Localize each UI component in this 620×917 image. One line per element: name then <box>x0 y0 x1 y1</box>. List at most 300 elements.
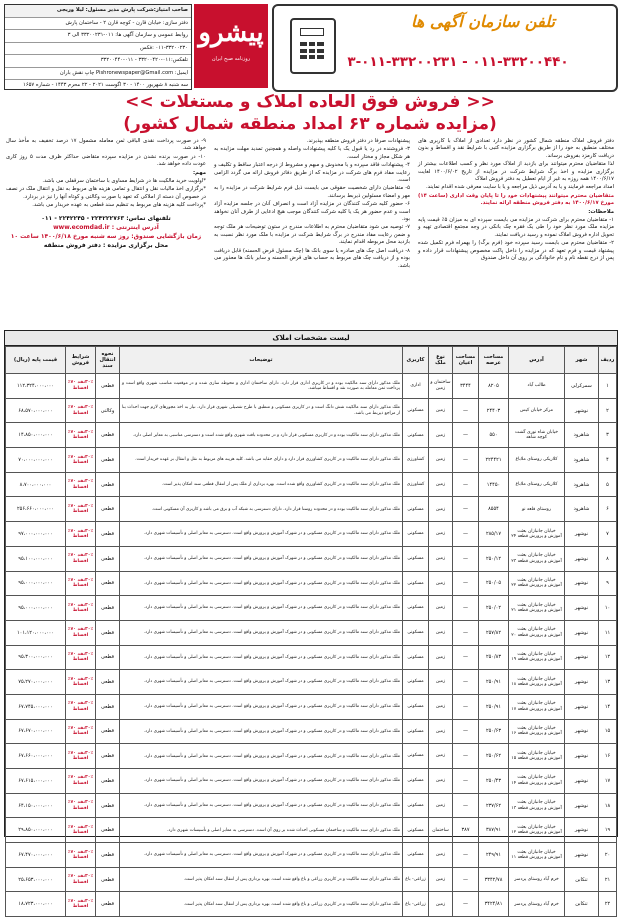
cell-transfer-type: قطعی <box>96 374 120 399</box>
cell-building-area: — <box>453 423 479 448</box>
cell-row-number: ۱ <box>599 374 617 399</box>
cell-usage: مسکونی <box>403 670 429 695</box>
cell-address: خیابان جانبازان بعثت آموزش و پرورش قطعه ۱۹ <box>509 645 565 670</box>
cell-city: تنکابن <box>565 892 599 917</box>
cell-description: ملک مذکور دارای سند مالکیت و در کاربری مسکونی و در شهرک آموزش و پرورش واقع است. دسترسی به معابر اصلی و تأسیسات شهری دارد. <box>120 596 403 621</box>
cell-property-type: ساختمان <box>429 818 453 843</box>
cell-row-number: ۹ <box>599 571 617 596</box>
paragraph: ۱۰- در صورت برنده نشدن در مزایده سپرده متقاضی حداکثر ظرف مدت ۵ روز کاری عودت داده خواهد شد. <box>6 153 206 168</box>
cell-address: خیابان جانبازان بعثت آموزش و پرورش قطعه ۲۱ <box>509 596 565 621</box>
table-row <box>6 374 617 399</box>
cell-property-type: زمین <box>429 423 453 448</box>
table-row <box>6 892 617 917</box>
cell-usage: مسکونی <box>403 694 429 719</box>
cell-address: خرم آباد روستای پردسر <box>509 867 565 892</box>
cell-city: نوشهر <box>565 571 599 596</box>
cell-base-price: ۷۰،۰۰۰،۰۰۰،۰۰۰ <box>6 448 66 473</box>
cell-building-area: — <box>453 571 479 596</box>
cell-row-number: ۲۱ <box>599 867 617 892</box>
cell-property-type: زمین <box>429 620 453 645</box>
cell-address: خیابان جانبازان بعثت آموزش و پرورش قطعه ۱۶ <box>509 719 565 744</box>
cell-transfer-type: قطعی <box>96 571 120 596</box>
cell-usage: مسکونی <box>403 497 429 522</box>
cell-transfer-type: قطعی <box>96 472 120 497</box>
cell-city: شاهرود <box>565 448 599 473</box>
cell-description: ملک مذکور دارای سند مالکیت و در کاربری زراعی و باغ واقع شده است. بهره برداری پس از انتقال سند امکان پذیر است. <box>120 892 403 917</box>
cell-usage: مسکونی <box>403 546 429 571</box>
cell-property-type: زمین <box>429 497 453 522</box>
info-row: ۰۱۱-۳۳۲۰۰۲۳۰ :فکس <box>5 43 191 56</box>
cell-sale-terms: ۳۰٪نقد ۷۰٪ اقساط <box>66 522 96 547</box>
cell-address: خیابان جانبازان بعثت آموزش و پرورش قطعه ۱۲ <box>509 818 565 843</box>
cell-base-price: ۶۴،۱۵۰،۰۰۰،۰۰۰ <box>6 793 66 818</box>
table-row <box>6 694 617 719</box>
paragraph: ۶- حضور کلیه شرکت کنندگان در مزایده آزاد است و انصراف آنان در جلسه مزایده آزاد است و عدم حضور هر یک یا کلیه شرکت کنندگان موجب هیچ ادعایی از طرف آنان نخواهد بود. <box>214 201 410 223</box>
table-row <box>6 546 617 571</box>
cell-usage: مسکونی <box>403 818 429 843</box>
cell-city: نوشهر <box>565 793 599 818</box>
table-row <box>6 744 617 769</box>
table-row <box>6 645 617 670</box>
cell-city: شاهرود <box>565 497 599 522</box>
opening-time: زمان بازگشایی صندوق: روز سه شنبه مورخ ۱۴۰۰/۶/۱۸ ساعت ۱۰ <box>10 232 202 240</box>
cell-usage: مسکونی <box>403 744 429 769</box>
cell-sale-terms: ۳۰٪نقد ۷۰٪ اقساط <box>66 867 96 892</box>
cell-land-area: ۳۳۴۲/۷۸ <box>479 867 509 892</box>
cell-base-price: ۱۴،۸۵۰،۰۰۰،۰۰۰ <box>6 423 66 448</box>
cell-city: نوشهر <box>565 596 599 621</box>
paragraph: ۵- متقاضیان دارای شخصیت حقوقی می بایست ذیل فرم شرایط شرکت در مزایده را به مهر و امضاء مسئولین ذیربط برسانند. <box>214 185 410 199</box>
table-row <box>6 843 617 868</box>
cell-property-type: زمین <box>429 571 453 596</box>
cell-address: خیابان جانبازان بعثت آموزش و پرورش قطعه ۲۴ <box>509 522 565 547</box>
cell-description: ملک مذکور دارای سند مالکیت و در کاربری کشاورزی قرار دارد و دارای حقابه می باشد. کلیه هزینه های مربوط به نقل و انتقال بر عهده خریدار است. <box>120 448 403 473</box>
notes-heading: ملاحظات: <box>588 208 614 215</box>
cell-building-area: — <box>453 769 479 794</box>
cell-row-number: ۱۶ <box>599 744 617 769</box>
cell-transfer-type: قطعی <box>96 818 120 843</box>
cell-sale-terms: ۳۰٪نقد ۷۰٪ اقساط <box>66 769 96 794</box>
cell-usage: اداری <box>403 374 429 399</box>
paragraph: دفتر فروش املاک منطقه شمال کشور در نظر دارد تعدادی از املاک با کاربری های مختلف منطبق به خود را از طریق برگزاری مزایده کتبی با شرایط نقد و اقساط و بدون دریافت کارمزد بفروش برساند. <box>418 138 614 159</box>
cell-land-area: ۲۵۰/۸۳ <box>479 645 509 670</box>
cell-address: خیابان جانبازان بعثت آموزش و پرورش قطعه ۲۳ <box>509 546 565 571</box>
cell-building-area: — <box>453 620 479 645</box>
cell-description: ملک مذکور دارای سند مالکیت و در کاربری مسکونی و در شهرک آموزش و پرورش واقع است. دسترسی به معابر اصلی و تأسیسات شهری دارد. <box>120 670 403 695</box>
cell-land-area: ۲۴۴۰۳ <box>479 398 509 423</box>
publisher-info-box <box>4 4 192 90</box>
info-row: تلفکس:۰۱۱-۳۳۲۰۰۴۲۰ - ۰۱۱-۳۳۲۰۰۴۴۰ <box>5 55 191 68</box>
info-row: سه شنبه ۸ شهریور ۱۴۰۰ - ۳۰ اگوست ۲۰۲۱ - ۲۲ محرم ۱۴۴۳ - شماره ۱۶۵۷ <box>23 82 188 88</box>
table-header-row <box>6 347 617 374</box>
cell-base-price: ۶۸،۵۷۰،۰۰۰،۰۰۰ <box>6 398 66 423</box>
paragraph: ۹- در صورت پرداخت نقدی الباقی ثمن معامله مشمول ۱۷ درصد تخفیف به مأخذ سال خواهد شد. <box>6 138 206 152</box>
cell-description: ملک مذکور دارای سند مالکیت و در کاربری مسکونی و در شهرک آموزش و پرورش واقع است. دسترسی به معابر اصلی و تأسیسات شهری دارد. <box>120 620 403 645</box>
column-header: آدرس <box>509 347 565 374</box>
cell-usage: مسکونی <box>403 843 429 868</box>
cell-address: طالب آباد <box>509 374 565 399</box>
cell-transfer-type: قطعی <box>96 423 120 448</box>
cell-property-type: زمین <box>429 472 453 497</box>
cell-city: نوشهر <box>565 744 599 769</box>
cell-city: نوشهر <box>565 645 599 670</box>
cell-row-number: ۵ <box>599 472 617 497</box>
cell-building-area: — <box>453 843 479 868</box>
table-row <box>6 670 617 695</box>
cell-property-type: زمین <box>429 694 453 719</box>
cell-land-area: ۲۵۰/۰۵ <box>479 571 509 596</box>
cell-land-area: ۲۵۰/۱۲ <box>479 546 509 571</box>
cell-sale-terms: ۳۰٪نقد ۷۰٪ اقساط <box>66 398 96 423</box>
cell-land-area: ۵۵۰ <box>479 423 509 448</box>
cell-building-area: — <box>453 546 479 571</box>
cell-city: نوشهر <box>565 546 599 571</box>
table-row <box>6 769 617 794</box>
announcement-body <box>6 138 614 328</box>
cell-description: ملک مذکور دارای سند مالکیت و در کاربری مسکونی و در شهرک آموزش و پرورش واقع است. دسترسی به معابر اصلی و تأسیسات شهری دارد. <box>120 769 403 794</box>
cell-usage: مسکونی <box>403 571 429 596</box>
cell-building-area: ۳۴۴۴ <box>453 374 479 399</box>
cell-sale-terms: ۳۰٪نقد ۷۰٪ اقساط <box>66 596 96 621</box>
cell-description: ملک مذکور دارای سند مالکیت بوده و در کاربری اداری قرار دارد. دارای ساختمان اداری و محوطه سازی شده و در موقعیت مناسب شهری واقع است و پرداخت ثمن معامله به صورت نقد و اقساط میباشد. <box>120 374 403 399</box>
column-header: مساحت اعیان <box>453 347 479 374</box>
paragraph: *برگزاری اخذ مالیات نقل و انتقال و تمامی هزینه های مربوط به نقل و انتقال ملک در نصف در خصوص آن دسته از املاکی که تعهد یا صورت وکالتی و کوتاه آنها را نیز در بردارد. <box>6 186 206 200</box>
cell-building-area: — <box>453 744 479 769</box>
cell-base-price: ۸،۷۰۰،۰۰۰،۰۰۰ <box>6 472 66 497</box>
cell-transfer-type: قطعی <box>96 867 120 892</box>
cell-address: کلاریکی روستای ملاباغ <box>509 472 565 497</box>
cell-land-area: ۲۵۰/۹۱ <box>479 694 509 719</box>
table-row <box>6 620 617 645</box>
auction-location: محل برگزاری مزایده : دفتر فروش منطقه <box>43 241 169 249</box>
cell-city: نوشهر <box>565 620 599 645</box>
cell-city: نوشهر <box>565 843 599 868</box>
cell-building-area: — <box>453 398 479 423</box>
table-body <box>6 374 617 917</box>
cell-description: ملک مذکور دارای سند مالکیت و ساختمان مسکونی احداث شده بر روی آن است. دسترسی به معابر اصلی و تأسیسات شهری دارد. <box>120 818 403 843</box>
cell-usage: زراعی- باغ <box>403 867 429 892</box>
cell-sale-terms: ۳۰٪نقد ۷۰٪ اقساط <box>66 645 96 670</box>
important-heading: مهم: <box>192 169 206 176</box>
cell-base-price: ۱۸،۷۲۳،۰۰۰،۰۰۰ <box>6 892 66 917</box>
cell-transfer-type: قطعی <box>96 694 120 719</box>
cell-description: ملک مذکور دارای سند مالکیت شش دانگ است و در کاربری مسکونی و منطبق با طرح تفصیلی شهری قرار دارد. نیاز به اخذ مجوزهای لازم جهت احداث بنا از مراجع ذیربط می باشد. <box>120 398 403 423</box>
column-header: نحوه انتقال سند <box>96 347 120 374</box>
logo-tagline: روزنامه صبح ایران <box>211 56 251 62</box>
cell-sale-terms: ۳۰٪نقد ۷۰٪ اقساط <box>66 843 96 868</box>
table-row <box>6 793 617 818</box>
info-row: ایمیل: Pishronewspaper@Gmail.com چاپ نقش باران <box>5 68 191 81</box>
cell-usage: مسکونی <box>403 719 429 744</box>
cell-building-area: — <box>453 793 479 818</box>
cell-usage: زراعی- باغ <box>403 892 429 917</box>
paragraph: ۴- پیشنهادات فاقد سپرده و یا مخدوش و مبهم و مشروط از درجه اعتبار ساقط و تکلیف و رعایت مفاد فرم های شرکت در مزایده که از طریق دفاتر فروش ارائه می گردد الزامی است. <box>214 162 410 184</box>
cell-description: ملک مذکور دارای سند مالکیت و در کاربری مسکونی و در شهرک آموزش و پرورش واقع است. دسترسی به معابر اصلی و تأسیسات شهری دارد. <box>120 694 403 719</box>
cell-row-number: ۲۰ <box>599 843 617 868</box>
cell-property-type: زمین <box>429 670 453 695</box>
cell-sale-terms: ۳۰٪نقد ۷۰٪ اقساط <box>66 670 96 695</box>
cell-address: خیابان جانبازان بعثت آموزش و پرورش قطعه ۱۴ <box>509 769 565 794</box>
cell-transfer-type: قطعی <box>96 620 120 645</box>
cell-row-number: ۳ <box>599 423 617 448</box>
cell-description: ملک مذکور دارای سند مالکیت و در کاربری مسکونی و در شهرک آموزش و پرورش واقع است. دسترسی به معابر اصلی و تأسیسات شهری دارد. <box>120 571 403 596</box>
table-row <box>6 423 617 448</box>
cell-property-type: زمین <box>429 843 453 868</box>
cell-property-type: زمین <box>429 769 453 794</box>
cell-transfer-type: قطعی <box>96 719 120 744</box>
cell-usage: مسکونی <box>403 398 429 423</box>
table-row <box>6 571 617 596</box>
ad-department-title: تلفن سازمان آگهی ها <box>410 12 556 31</box>
table-row <box>6 818 617 843</box>
cell-land-area: ۲۵۰/۰۲ <box>479 596 509 621</box>
cell-base-price: ۶۷،۶۷۰،۰۰۰،۰۰۰ <box>6 719 66 744</box>
cell-base-price: ۹۵،۱۰۰،۰۰۰،۰۰۰ <box>6 546 66 571</box>
cell-row-number: ۲۲ <box>599 892 617 917</box>
paragraph: پیشنهادات صرفا در دفتر فروش منطقه بپذیرند. <box>306 138 410 144</box>
cell-sale-terms: ۳۰٪نقد ۷۰٪ اقساط <box>66 744 96 769</box>
cell-base-price: ۹۵،۰۰۰،۰۰۰،۰۰۰ <box>6 596 66 621</box>
table-row <box>6 522 617 547</box>
cell-land-area: ۲۵۰/۹۱ <box>479 670 509 695</box>
cell-land-area: ۱۴۴۵۰ <box>479 472 509 497</box>
paragraph: ۷- توصیه می شود متقاضیان محترم به اطلاعات مندرج در ستون توضیحات هر ملک توجه و ضمن رعایت مفاد مندرج در برگ شرایط شرکت در مزایده با ملک مورد نظر نسبت به بازدید محل مربوطه اقدام نمایند. <box>214 224 410 246</box>
website-link[interactable]: آدرس اینترنتی : www.ecomdad.ir <box>53 223 159 231</box>
headline: << فروش فوق العاده املاک و مستغلات >> <box>125 92 495 112</box>
cell-base-price: ۲۵۶،۶۶۰،۰۰۰،۰۰۰ <box>6 497 66 522</box>
cell-row-number: ۱۹ <box>599 818 617 843</box>
masthead <box>4 4 616 90</box>
cell-row-number: ۱۴ <box>599 694 617 719</box>
cell-transfer-type: قطعی <box>96 793 120 818</box>
cell-usage: کشاورزی <box>403 448 429 473</box>
cell-land-area: ۲۵۰/۶۳ <box>479 719 509 744</box>
cell-row-number: ۱۷ <box>599 769 617 794</box>
cell-base-price: ۶۷،۶۱۵،۰۰۰،۰۰۰ <box>6 769 66 794</box>
cell-land-area: ۸۵۵۴ <box>479 497 509 522</box>
cell-row-number: ۱۰ <box>599 596 617 621</box>
cell-base-price: ۱۰۱،۱۲۰،۰۰۰،۰۰۰ <box>6 620 66 645</box>
cell-city: سمرکرلی <box>565 374 599 399</box>
cell-building-area: — <box>453 670 479 695</box>
cell-transfer-type: قطعی <box>96 546 120 571</box>
column-header: کاربری <box>403 347 429 374</box>
cell-sale-terms: ۳۰٪نقد ۷۰٪ اقساط <box>66 571 96 596</box>
cell-property-type: زمین <box>429 744 453 769</box>
cell-sale-terms: ۳۰٪نقد ۷۰٪ اقساط <box>66 694 96 719</box>
cell-row-number: ۱۳ <box>599 670 617 695</box>
table-row <box>6 472 617 497</box>
cell-row-number: ۱۱ <box>599 620 617 645</box>
cell-sale-terms: ۳۰٪نقد ۷۰٪ اقساط <box>66 620 96 645</box>
cell-building-area: — <box>453 892 479 917</box>
cell-sale-terms: ۳۰٪نقد ۷۰٪ اقساط <box>66 423 96 448</box>
cell-building-area: — <box>453 497 479 522</box>
cell-base-price: ۹۵،۰۰۰،۰۰۰،۰۰۰ <box>6 571 66 596</box>
cell-base-price: ۹۵،۳۰۰،۰۰۰،۰۰۰ <box>6 645 66 670</box>
paragraph: ۱- متقاضیان محترم برای شرکت در مزایده می بایست سپرده ای به میزان ۵٪ قیمت پایه مزایده ملک مورد نظر خود را طی یک فقره چک بانکی در وجه مجتمع اقتصادی تهیه و تحویل اداره فروش املاک نموده و رسید دریافت نمایند. <box>418 217 614 238</box>
cell-land-area: ۸۲۰۵ <box>479 374 509 399</box>
column-header: ردیف <box>599 347 617 374</box>
cell-sale-terms: ۳۰٪نقد ۷۰٪ اقساط <box>66 793 96 818</box>
cell-property-type: زمین <box>429 719 453 744</box>
cell-base-price: ۷۵،۲۷۰،۰۰۰،۰۰۰ <box>6 670 66 695</box>
column-header: شرایط فروش <box>66 347 96 374</box>
cell-base-price: ۶۷،۷۴۵،۰۰۰،۰۰۰ <box>6 694 66 719</box>
paragraph: ۳- فروشنده در رد یا قبول یک یا کلیه پیشنهادات واصله و همچنین تمدید مهلت مزایده به هر شکل مجاز و مختار است. <box>214 146 410 160</box>
cell-address: روستای قلعه نو <box>509 497 565 522</box>
cell-description: ملک مذکور دارای سند مالکیت و در کاربری مسکونی و در شهرک آموزش و پرورش واقع است. دسترسی به معابر اصلی و تأسیسات شهری دارد. <box>120 645 403 670</box>
cell-land-area: ۳۸۷/۹۱ <box>479 818 509 843</box>
cell-city: نوشهر <box>565 694 599 719</box>
table-row <box>6 867 617 892</box>
cell-transfer-type: قطعی <box>96 522 120 547</box>
cell-building-area: — <box>453 448 479 473</box>
cell-transfer-type: قطعی <box>96 744 120 769</box>
info-row: دفتر سازی: خیابان قارن - کوچه قارن ۲ - ساختمان پارش <box>5 18 191 31</box>
cell-transfer-type: قطعی <box>96 497 120 522</box>
table-title: لیست مشخصات املاک <box>5 331 617 346</box>
column-header: شهر <box>565 347 599 374</box>
cell-sale-terms: ۳۰٪نقد ۷۰٪ اقساط <box>66 719 96 744</box>
info-row: صاحب امتیاز:شرکت پارش مدیر مسئول: لیلا وریجی <box>5 5 191 18</box>
table-row <box>6 497 617 522</box>
table-row <box>6 719 617 744</box>
cell-property-type: زمین <box>429 448 453 473</box>
info-row: روابط عمومی و سازمان آگهی ها: ۰۱۱-۳۳۲۰۰۲۳۱ الی ۳ <box>5 30 191 43</box>
property-table <box>5 346 617 917</box>
contact-block <box>6 214 206 250</box>
cell-land-area: ۲۵۰/۴۳ <box>479 769 509 794</box>
cell-address: خیابان جانبازان بعثت آموزش و پرورش قطعه ۱۱ <box>509 843 565 868</box>
cell-description: ملک مذکور دارای سند مالکیت و در کاربری مسکونی و در شهرک آموزش و پرورش واقع است. دسترسی به معابر اصلی و تأسیسات شهری دارد. <box>120 522 403 547</box>
column-header: مساحت عرصه <box>479 347 509 374</box>
paragraph: ۲- متقاضیان محترم می بایست رسید سپرده خود (فرم برگ) را بهمراه فرم تکمیل شده پیشنهاد قیمت و فرم تعهد که در مزایده را داخل پاکت مخصوص پیشنهادات قرار داده و پس از درج نقطه نام و نام خانوادگی بر روی آن داخل صندوق <box>418 240 614 262</box>
cell-base-price: ۶۷،۴۷۰،۰۰۰،۰۰۰ <box>6 843 66 868</box>
text-column-1 <box>418 138 614 328</box>
cell-property-type: زمین <box>429 398 453 423</box>
cell-address: خیابان جانبازان بعثت آموزش و پرورش قطعه ۱۵ <box>509 744 565 769</box>
cell-building-area: — <box>453 522 479 547</box>
cell-address: مرکز خیابان کیس <box>509 398 565 423</box>
cell-land-area: ۳۴۲۴/۸۱ <box>479 892 509 917</box>
text-column-2 <box>214 138 410 328</box>
paragraph: امداد مراجعه فرمایند و یا به آدرس ذیل مراجعه و یا با سایت معرفی شده اقدام نمایند. <box>425 184 614 191</box>
cell-city: نوشهر <box>565 719 599 744</box>
cell-sale-terms: ۳۰٪نقد ۷۰٪ اقساط <box>66 374 96 399</box>
cell-land-area: ۲۵۷/۸۲ <box>479 620 509 645</box>
cell-address: خیابان شاه نوری گشت کوچه شاهد <box>509 423 565 448</box>
cell-city: تنکابن <box>565 867 599 892</box>
cell-property-type: زمین <box>429 867 453 892</box>
cell-building-area: — <box>453 867 479 892</box>
cell-building-area: — <box>453 694 479 719</box>
cell-address: خیابان جانبازان بعثت آموزش و پرورش قطعه ۲۲ <box>509 571 565 596</box>
paragraph: *اولویت خرید مالکیت ها در شرایط مساوی با ساختمان سرقفلی می باشد. <box>42 178 206 185</box>
cell-property-type: زمین <box>429 522 453 547</box>
cell-description: ملک مذکور دارای سند مالکیت و در کاربری زراعی و باغ واقع شده است. بهره برداری پس از انتقال سند امکان پذیر است. <box>120 867 403 892</box>
table-row <box>6 448 617 473</box>
column-header: توضیحات <box>120 347 403 374</box>
cell-land-area: ۲۲۴۴۲۱ <box>479 448 509 473</box>
cell-usage: مسکونی <box>403 423 429 448</box>
cell-land-area: ۲۸۵/۱۷ <box>479 522 509 547</box>
ad-department-phones: ۳-۰۱۱-۳۳۲۰۰۲۳۱ - ۰۱۱-۳۳۲۰۰۴۴۰ <box>347 54 569 70</box>
cell-property-type: زمین <box>429 546 453 571</box>
cell-description: ملک مذکور دارای سند مالکیت و در کاربری کشاورزی واقع شده است. بهره برداری از ملک پس از انتقال قطعی سند امکان پذیر است. <box>120 472 403 497</box>
cell-address: خیابان جانبازان بعثت آموزش و پرورش قطعه ۱۸ <box>509 670 565 695</box>
cell-land-area: ۲۳۷/۶۲ <box>479 793 509 818</box>
cell-base-price: ۲۹،۸۵۰،۰۰۰،۰۰۰ <box>6 818 66 843</box>
cell-base-price: ۲۵،۶۵۳،۰۰۰،۰۰۰ <box>6 867 66 892</box>
cell-usage: کشاورزی <box>403 472 429 497</box>
cell-building-area: — <box>453 596 479 621</box>
cell-sale-terms: ۳۰٪نقد ۷۰٪ اقساط <box>66 497 96 522</box>
deadline-paragraph: متقاضیان محترم میتوانند پیشنهادات خود را تا پایان وقت اداری (ساعت ۱۴) مورخ ۱۴۰۰/۶/۱۷ به دفتر فروش منطقه ارائه نمایند. <box>418 192 614 207</box>
cell-usage: مسکونی <box>403 645 429 670</box>
cell-transfer-type: وکالتی <box>96 398 120 423</box>
cell-city: نوشهر <box>565 522 599 547</box>
cell-sale-terms: ۳۰٪نقد ۷۰٪ اقساط <box>66 546 96 571</box>
cell-row-number: ۸ <box>599 546 617 571</box>
logo-name: پیشرو <box>198 18 264 48</box>
text-column-3 <box>6 138 206 328</box>
paragraph: لذا متقاضیان محترم میتوانند برای بازدید از املاک مورد نظر و کسب اطلاعات بیشتر از برگزاری مزایده و اخذ برگ شرایط شرکت در مزایده از تاریخ ۱۴۰۰/۶/۰۲ لغایت ۱۴۰۰/۶/۱۷ همه روزه به غیر از ایام تعطیل به دفتر فروش املاک <box>418 161 614 183</box>
cell-transfer-type: قطعی <box>96 670 120 695</box>
cell-usage: مسکونی <box>403 793 429 818</box>
cell-description: ملک مذکور دارای سند مالکیت و در کاربری مسکونی و در شهرک آموزش و پرورش واقع است. دسترسی به معابر اصلی و تأسیسات شهری دارد. <box>120 843 403 868</box>
cell-description: ملک مذکور دارای سند مالکیت و در کاربری مسکونی و در شهرک آموزش و پرورش واقع است. دسترسی به معابر اصلی و تأسیسات شهری دارد. <box>120 719 403 744</box>
cell-sale-terms: ۳۰٪نقد ۷۰٪ اقساط <box>66 448 96 473</box>
cell-building-area: — <box>453 645 479 670</box>
cell-transfer-type: قطعی <box>96 843 120 868</box>
cell-building-area: — <box>453 472 479 497</box>
cell-row-number: ۱۸ <box>599 793 617 818</box>
cell-sale-terms: ۳۰٪نقد ۷۰٪ اقساط <box>66 892 96 917</box>
cell-description: ملک مذکور دارای سند مالکیت و در کاربری مسکونی و در شهرک آموزش و پرورش واقع است. دسترسی به معابر اصلی و تأسیسات شهری دارد. <box>120 744 403 769</box>
cell-sale-terms: ۳۰٪نقد ۷۰٪ اقساط <box>66 818 96 843</box>
cell-transfer-type: قطعی <box>96 448 120 473</box>
paragraph: ۸- دریافت اصل چک های صادره یا سوی بانک ها (چک مسئول قرض الحسنه) قابل دریافت بوده و از دریافت چک های مربوط به حساب های قرض الحسنه و سایر بانک ها معذور می باشد. <box>214 247 410 269</box>
cell-description: ملک مذکور دارای سند مالکیت بوده و در کاربری مسکونی قرار دارد و در محدوده بافت شهری واقع شده است و دسترسی مناسبی به معابر اصلی دارد. <box>120 423 403 448</box>
cell-address: خیابان جانبازان بعثت آموزش و پرورش قطعه ۱۷ <box>509 694 565 719</box>
column-header: قیمت پایه (ریال) <box>6 347 66 374</box>
cell-property-type: زمین <box>429 596 453 621</box>
cell-base-price: ۱۱۲،۳۲۴،۰۰۰،۰۰۰ <box>6 374 66 399</box>
newspaper-logo <box>194 4 268 88</box>
cell-address: خرم آباد روستای پردسر <box>509 892 565 917</box>
cell-transfer-type: قطعی <box>96 769 120 794</box>
property-list <box>4 330 618 910</box>
cell-city: شاهرود <box>565 472 599 497</box>
cell-city: نوشهر <box>565 670 599 695</box>
cell-row-number: ۱۵ <box>599 719 617 744</box>
cell-row-number: ۱۲ <box>599 645 617 670</box>
cell-base-price: ۹۷،۰۰۰،۰۰۰،۰۰۰ <box>6 522 66 547</box>
paragraph: *پرداخت کلیه هزینه های مربوط به تنظیم سند قطعی به عهده خریدار می باشد. <box>32 202 206 209</box>
column-header: نوع ملک <box>429 347 453 374</box>
cell-property-type: ساختمان و زمین <box>429 374 453 399</box>
cell-sale-terms: ۳۰٪نقد ۷۰٪ اقساط <box>66 472 96 497</box>
cell-usage: مسکونی <box>403 620 429 645</box>
cell-building-area: ۳۸۷ <box>453 818 479 843</box>
cell-row-number: ۷ <box>599 522 617 547</box>
cell-description: ملک مذکور دارای سند مالکیت و در کاربری مسکونی و در شهرک آموزش و پرورش واقع است. دسترسی به معابر اصلی و تأسیسات شهری دارد. <box>120 546 403 571</box>
subheadline: (مزایده شماره ۶۳ امداد منطقه شمال کشور) <box>123 114 497 134</box>
cell-usage: مسکونی <box>403 522 429 547</box>
cell-row-number: ۶ <box>599 497 617 522</box>
ad-department-box <box>272 4 618 92</box>
